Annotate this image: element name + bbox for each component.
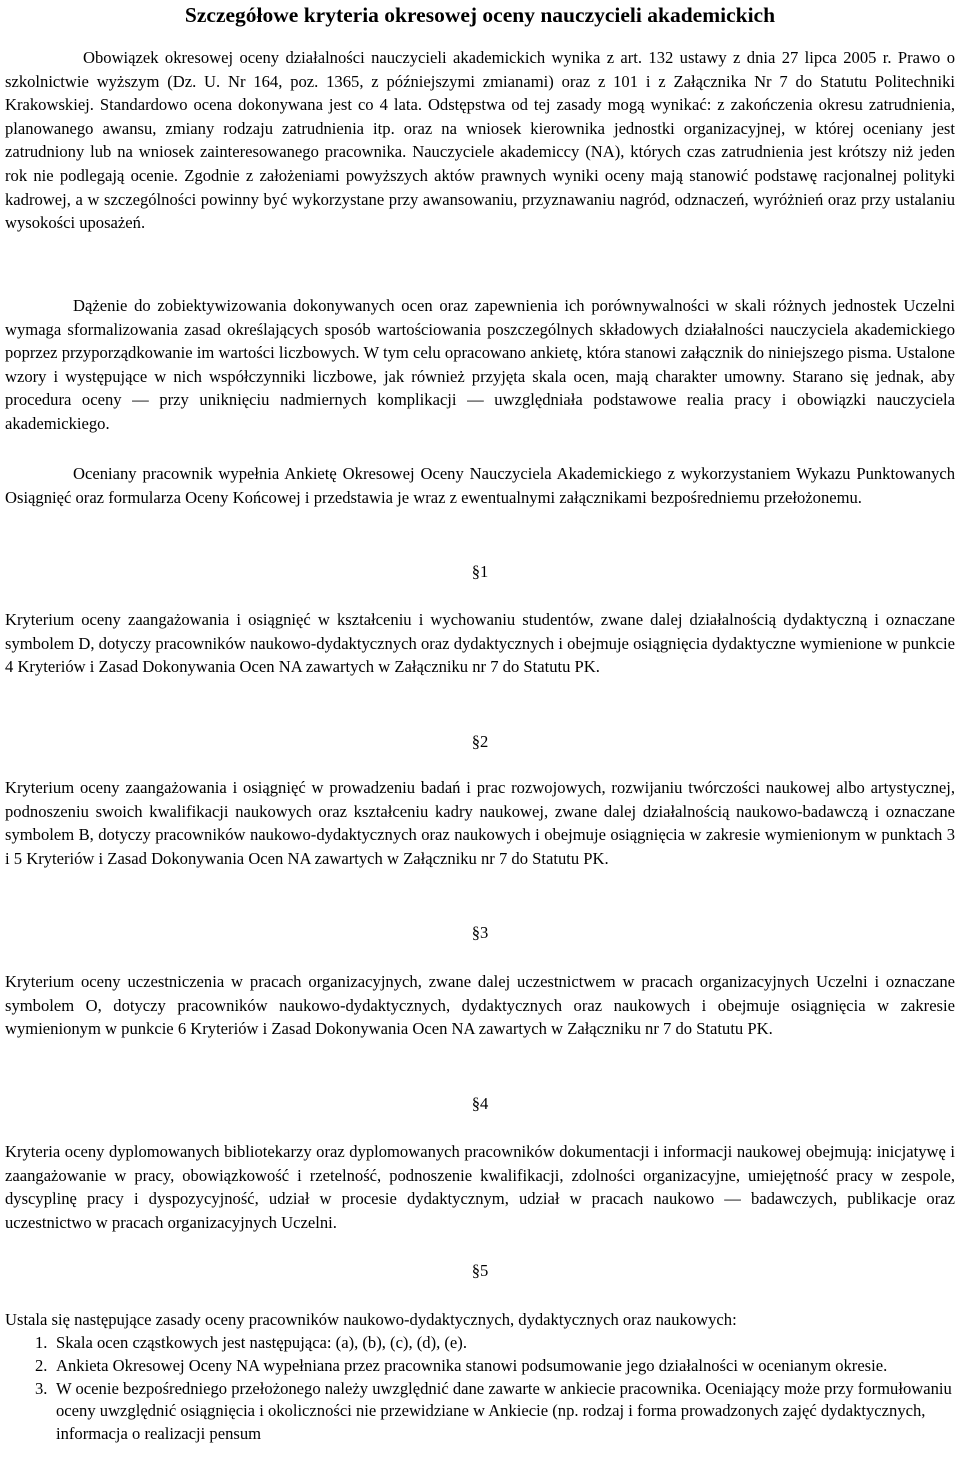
- section-heading-2: §2: [471, 732, 489, 751]
- intro-paragraph-3: Oceniany pracownik wypełnia Ankietę Okresowej Oceny Nauczyciela Akademickiego z wykorzystaniem Wykazu Punktowanych Osiągnięć oraz formularza Oceny Końcowej i przedstawia je wraz z ewentualnymi załącznikami bezpośredniemu przełożonemu.: [5, 464, 955, 507]
- section-sign-icon: §: [471, 732, 480, 751]
- section-heading-5: §5: [471, 1261, 489, 1280]
- section-sign-icon: §: [471, 1094, 480, 1113]
- section-2-text: Kryterium oceny zaangażowania i osiągnięć w prowadzeniu badań i prac rozwojowych, rozwijaniu twórczości naukowej albo artystycznej, podnoszeniu swoich kwalifikacji naukowych oraz kształceniu kadry naukowej, zwane dalej działalnością naukowo-badawczą i oznaczane symbolem B, dotyczy pracowników naukowo-dydaktycznych oraz naukowych i obejmuje osiągnięcia w zakresie wymienionym w punktach 3 i 5 Kryteriów i Zasad Dokonywania Ocen NA zawartych w Załączniku nr 7 do Statutu PK.: [5, 778, 955, 868]
- intro-paragraph-2: Dążenie do zobiektywizowania dokonywanych ocen oraz zapewnienia ich porównywalności w skali różnych jednostek Uczelni wymaga sformalizowania zasad określających sposób wartościowania poszczególnych składowych działalności nauczyciela akademickiego poprzez przyporządkowanie im wartości liczbowych. W tym celu opracowano ankietę, która stanowi załącznik do niniejszego pisma. Ustalone wzory i występujące w nich współczynniki liczbowe, jak również przyjęta skala ocen, mają charakter umowny. Starano się jednak, aby procedura oceny — przy uniknięciu nadmiernych komplikacji — uwzględniała podstawowe realia pracy i obowiązki nauczyciela akademickiego.: [5, 296, 955, 433]
- section-sign-icon: §: [471, 923, 480, 942]
- section-heading-1: §1: [471, 562, 489, 581]
- list-item: [5, 1378, 955, 1446]
- list-item: [5, 1355, 955, 1378]
- section-3-text: Kryterium oceny uczestniczenia w pracach organizacyjnych, zwane dalej uczestnictwem w pracach organizacyjnych Uczelni i oznaczane symbolem O, dotyczy pracowników naukowo-dydaktycznych, dydaktycznych oraz naukowych i obejmuje osiągnięcia w zakresie wymienionym w punkcie 6 Kryteriów i Zasad Dokonywania Ocen NA zawartych w Załączniku nr 7 do Statutu PK.: [5, 972, 955, 1039]
- section-4-text: Kryteria oceny dyplomowanych bibliotekarzy oraz dyplomowanych pracowników dokumentacji i informacji naukowej obejmują: inicjatywę i zaangażowanie w pracy, obowiązkowość i rzetelność, podnoszenie kwalifikacji, zdolności organizacyjne, umiejętność pracy w zespole, dyscyplinę pracy i dyspozycyjność, udział w procesie dydaktycznym, udział w pracach naukowo — badawczych, publikacje oraz uczestnictwo w pracach organizacyjnych Uczelni.: [5, 1142, 955, 1232]
- list-item-number: 3.: [35, 1378, 48, 1398]
- intro-paragraph-1: Obowiązek okresowej oceny działalności nauczycieli akademickich wynika z art. 132 ustawy z dnia 27 lipca 2005 r. Prawo o szkolnictwie wyższym (Dz. U. Nr 164, poz. 1365, z późniejszymi zmianami) oraz z 101 i z Załącznika Nr 7 do Statutu Politechniki Krakowskiej. Standardowo ocena dokonywana jest co 4 lata. Odstępstwa od tej zasady mogą wynikać: z zakończenia okresu zatrudnienia, planowanego awansu, zmiany rodzaju zatrudnienia itp. oraz na wniosek kierownika jednostki organizacyjnej, w której oceniany jest zatrudniony lub na wniosek zainteresowanego pracownika. Nauczyciele akademiccy (NA), których czas zatrudnienia jest krótszy niż jeden rok nie podlegają ocenie. Zgodnie z założeniami powyższych aktów prawnych wyniki oceny mają stanowić podstawę racjonalnej polityki kadrowej, a w szczególności powinny być wykorzystane przy awansowaniu, przyznawaniu nagród, odznaczeń, wyróżnień oraz przy ustalaniu wysokości uposażeń.: [5, 48, 955, 233]
- list-item-number: 1.: [35, 1333, 48, 1352]
- list-item: [5, 1332, 955, 1355]
- section-sign-icon: §: [471, 562, 480, 581]
- list-item-text: Skala ocen cząstkowych jest następująca: (a), (b), (c), (d), (e).: [56, 1333, 467, 1352]
- section-heading-3: §3: [471, 923, 489, 942]
- section-1-text: Kryterium oceny zaangażowania i osiągnięć w kształceniu i wychowaniu studentów, zwane dalej działalnością dydaktyczną i oznaczane symbolem D, dotyczy pracowników naukowo-dydaktycznych oraz dydaktycznych i obejmuje osiągnięcia dydaktyczne wymienione w punkcie 4 Kryteriów i Zasad Dokonywania Ocen NA zawartych w Załączniku nr 7 do Statutu PK.: [5, 610, 955, 677]
- list-item-text: Ankieta Okresowej Oceny NA wypełniana przez pracownika stanowi podsumowanie jego działalności w ocenianym okresie.: [56, 1355, 888, 1375]
- rules-list: [5, 1332, 955, 1446]
- document-title: Szczegółowe kryteria okresowej oceny nauczycieli akademickich: [184, 3, 776, 27]
- section-sign-icon: §: [471, 1261, 480, 1280]
- list-item-text: W ocenie bezpośredniego przełożonego należy uwzględnić dane zawarte w ankiecie pracownika. Oceniający może przy formułowaniu oceny uwzględnić osiągnięcia i okoliczności nie przewidziane w Ankiecie (np. rodzaj i forma prowadzonych zajęć dydaktycznych, informacja o realizacji pensum: [56, 1378, 952, 1444]
- section-5-text: Ustala się następujące zasady oceny pracowników naukowo-dydaktycznych, dydaktycznych oraz naukowych:: [5, 1310, 737, 1329]
- list-item-number: 2.: [35, 1355, 48, 1375]
- section-heading-4: §4: [471, 1094, 489, 1113]
